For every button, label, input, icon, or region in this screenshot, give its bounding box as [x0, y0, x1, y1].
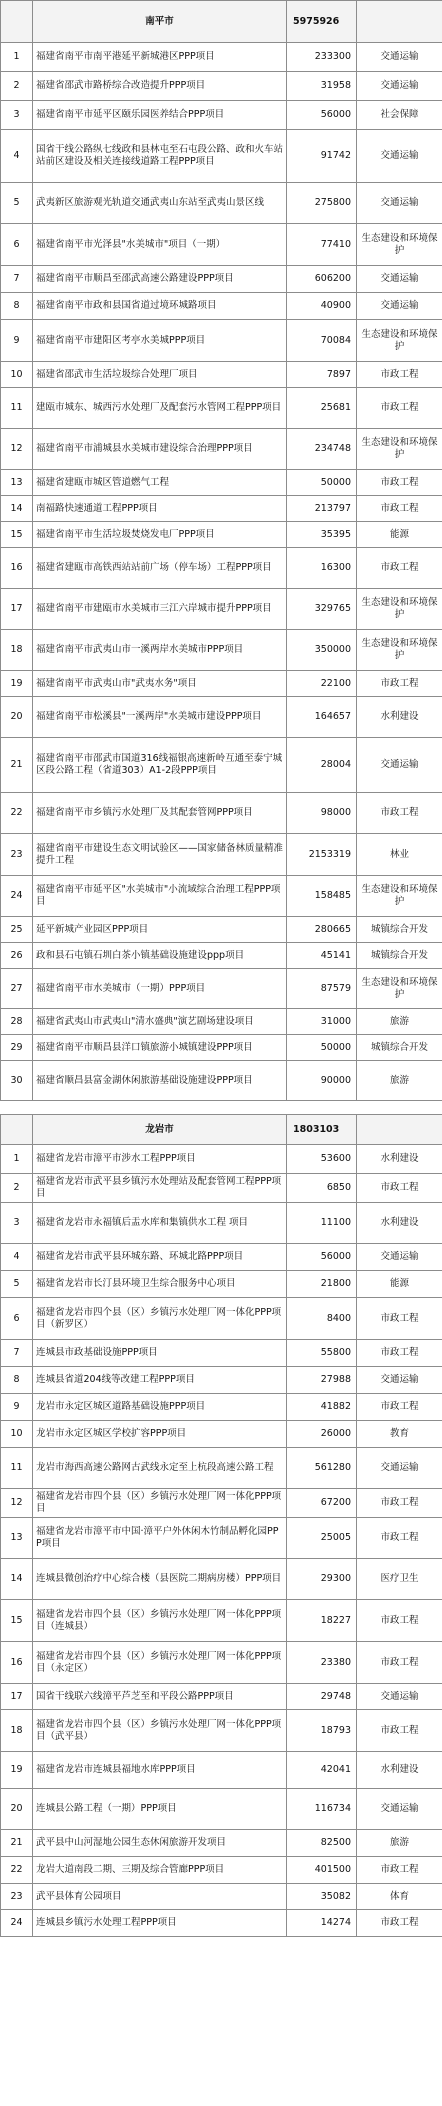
row-number: 6: [1, 224, 33, 266]
project-amount: 56000: [287, 101, 357, 130]
project-name: 福建省南平市武夷山市一溪两岸水美城市PPP项目: [33, 630, 287, 671]
project-category: 市政工程: [357, 1600, 442, 1642]
project-category: 生态建设和环境保护: [357, 589, 442, 630]
row-number: 2: [1, 1174, 33, 1203]
project-name: 福建省南平市延平区"水美城市"小流域综合治理工程PPP项目: [33, 876, 287, 917]
table-row: [1, 43, 442, 72]
project-amount: 158485: [287, 876, 357, 917]
project-amount: 29300: [287, 1559, 357, 1600]
project-name: 福建省龙岩市四个县（区）乡镇污水处理厂网一体化PPP项目（新罗区）: [33, 1298, 287, 1340]
project-name: 福建省龙岩市漳平市中国·漳平户外休闲木竹制品孵化园PPP项目: [33, 1518, 287, 1559]
table-row: [1, 1489, 442, 1518]
row-number: 16: [1, 1642, 33, 1684]
table-row: [1, 793, 442, 834]
project-category: 交通运输: [357, 293, 442, 320]
project-category: 生态建设和环境保护: [357, 429, 442, 470]
project-name: 福建省南平市乡镇污水处理厂及其配套管网PPP项目: [33, 793, 287, 834]
project-category: 体育: [357, 1884, 442, 1910]
project-category: 市政工程: [357, 1394, 442, 1421]
table-row: [1, 1884, 442, 1910]
project-amount: 42041: [287, 1752, 357, 1789]
row-number: 14: [1, 496, 33, 522]
project-category: 交通运输: [357, 72, 442, 101]
project-amount: 606200: [287, 266, 357, 293]
table-row: [1, 1061, 442, 1101]
project-name: 连城县省道204线等改建工程PPP项目: [33, 1367, 287, 1394]
table-row: [1, 496, 442, 522]
project-amount: 26000: [287, 1421, 357, 1448]
table-row: [1, 1298, 442, 1340]
project-category: 能源: [357, 1271, 442, 1298]
project-name: 延平新城产业园区PPP项目: [33, 917, 287, 943]
section-gap: [1, 1101, 442, 1115]
row-number: 21: [1, 738, 33, 793]
project-name: 福建省龙岩市武平县乡镇污水处理站及配套管网工程PPP项目: [33, 1174, 287, 1203]
project-category: 交通运输: [357, 130, 442, 183]
table-row: [1, 72, 442, 101]
table-row: [1, 1518, 442, 1559]
table-row: [1, 224, 442, 266]
row-number: 14: [1, 1559, 33, 1600]
table-row: [1, 1367, 442, 1394]
project-category: 水利建设: [357, 1752, 442, 1789]
row-number: 5: [1, 1271, 33, 1298]
project-category: 交通运输: [357, 1448, 442, 1489]
project-category: 市政工程: [357, 1857, 442, 1884]
project-name: 连城县微创治疗中心综合楼（县医院二期病房楼）PPP项目: [33, 1559, 287, 1600]
table-row: [1, 1244, 442, 1271]
project-name: 福建省南平市南平港延平新城港区PPP项目: [33, 43, 287, 72]
table-row: [1, 1710, 442, 1752]
project-name: 福建省南平市顺昌县洋口镇旅游小城镇建设PPP项目: [33, 1035, 287, 1061]
table-body: [1, 1, 442, 1937]
row-number: 9: [1, 320, 33, 362]
project-name: 福建省龙岩市长汀县环境卫生综合服务中心项目: [33, 1271, 287, 1298]
project-name: 福建省南平市生活垃圾焚烧发电厂PPP项目: [33, 522, 287, 548]
project-category: 交通运输: [357, 183, 442, 224]
project-amount: 35395: [287, 522, 357, 548]
project-amount: 22100: [287, 671, 357, 697]
table-row: [1, 834, 442, 876]
project-amount: 31958: [287, 72, 357, 101]
table-row: [1, 1448, 442, 1489]
region-header-blank: [1, 1115, 33, 1145]
table-row: [1, 738, 442, 793]
table-row: [1, 1394, 442, 1421]
project-amount: 70084: [287, 320, 357, 362]
project-category: 社会保障: [357, 101, 442, 130]
project-category: 市政工程: [357, 1340, 442, 1367]
table-row: [1, 470, 442, 496]
table-row: [1, 1035, 442, 1061]
project-category: 生态建设和环境保护: [357, 969, 442, 1009]
project-amount: 25005: [287, 1518, 357, 1559]
row-number: 24: [1, 1910, 33, 1937]
region-total: 1803103: [287, 1115, 357, 1145]
project-name: 政和县石屯镇石圳白茶小镇基础设施建设ppp项目: [33, 943, 287, 969]
table-row: [1, 130, 442, 183]
project-amount: 11100: [287, 1203, 357, 1244]
row-number: 22: [1, 793, 33, 834]
project-amount: 6850: [287, 1174, 357, 1203]
project-category: 能源: [357, 522, 442, 548]
row-number: 19: [1, 1752, 33, 1789]
project-category: 市政工程: [357, 496, 442, 522]
row-number: 12: [1, 429, 33, 470]
project-category: 市政工程: [357, 388, 442, 429]
project-category: 市政工程: [357, 362, 442, 388]
project-name: 武平县中山河湿地公园生态休闲旅游开发项目: [33, 1830, 287, 1857]
project-name: 连城县市政基础设施PPP项目: [33, 1340, 287, 1367]
project-category: 市政工程: [357, 1298, 442, 1340]
project-category: 生态建设和环境保护: [357, 876, 442, 917]
project-name: 龙岩市永定区城区学校扩容PPP项目: [33, 1421, 287, 1448]
project-category: 市政工程: [357, 793, 442, 834]
project-name: 福建省建瓯市城区管道燃气工程: [33, 470, 287, 496]
row-number: 4: [1, 1244, 33, 1271]
project-category: 交通运输: [357, 738, 442, 793]
project-amount: 561280: [287, 1448, 357, 1489]
row-number: 17: [1, 1684, 33, 1710]
project-category: 城镇综合开发: [357, 1035, 442, 1061]
project-category: 城镇综合开发: [357, 943, 442, 969]
region-name: 龙岩市: [33, 1115, 287, 1145]
table-row: [1, 183, 442, 224]
row-number: 18: [1, 1710, 33, 1752]
project-category: 旅游: [357, 1009, 442, 1035]
table-row: [1, 429, 442, 470]
project-category: 水利建设: [357, 1203, 442, 1244]
region-name: 南平市: [33, 1, 287, 43]
region-header-row: [1, 1, 442, 43]
project-amount: 77410: [287, 224, 357, 266]
project-name: 连城县乡镇污水处理工程PPP项目: [33, 1910, 287, 1937]
region-header-row: [1, 1115, 442, 1145]
table-row: [1, 1910, 442, 1937]
table-row: [1, 1830, 442, 1857]
project-amount: 31000: [287, 1009, 357, 1035]
table-row: [1, 1203, 442, 1244]
project-name: 福建省南平市顺昌至邵武高速公路建设PPP项目: [33, 266, 287, 293]
project-category: 交通运输: [357, 266, 442, 293]
project-amount: 164657: [287, 697, 357, 738]
project-amount: 91742: [287, 130, 357, 183]
project-category: 生态建设和环境保护: [357, 320, 442, 362]
project-name: 福建省邵武市生活垃圾综合处理厂项目: [33, 362, 287, 388]
table-row: [1, 101, 442, 130]
table-row: [1, 362, 442, 388]
project-name: 福建省南平市建阳区考亭水美城PPP项目: [33, 320, 287, 362]
project-amount: 53600: [287, 1145, 357, 1174]
project-amount: 14274: [287, 1910, 357, 1937]
project-amount: 50000: [287, 1035, 357, 1061]
project-amount: 28004: [287, 738, 357, 793]
project-category: 医疗卫生: [357, 1559, 442, 1600]
region-header-blank: [357, 1115, 442, 1145]
project-name: 福建省建瓯市高铁西站站前广场（停车场）工程PPP项目: [33, 548, 287, 589]
project-amount: 2153319: [287, 834, 357, 876]
row-number: 11: [1, 1448, 33, 1489]
row-number: 19: [1, 671, 33, 697]
project-name: 国省干线联六线漳平芦芝至和平段公路PPP项目: [33, 1684, 287, 1710]
table-row: [1, 697, 442, 738]
project-category: 交通运输: [357, 1789, 442, 1830]
row-number: 4: [1, 130, 33, 183]
row-number: 12: [1, 1489, 33, 1518]
region-total: 5975926: [287, 1, 357, 43]
project-name: 福建省南平市浦城县水美城市建设综合治理PPP项目: [33, 429, 287, 470]
project-amount: 275800: [287, 183, 357, 224]
project-category: 林业: [357, 834, 442, 876]
project-amount: 40900: [287, 293, 357, 320]
project-amount: 350000: [287, 630, 357, 671]
row-number: 27: [1, 969, 33, 1009]
table-row: [1, 1789, 442, 1830]
row-number: 3: [1, 1203, 33, 1244]
row-number: 17: [1, 589, 33, 630]
row-number: 20: [1, 1789, 33, 1830]
project-amount: 18227: [287, 1600, 357, 1642]
region-header-blank: [357, 1, 442, 43]
row-number: 21: [1, 1830, 33, 1857]
project-amount: 7897: [287, 362, 357, 388]
row-number: 28: [1, 1009, 33, 1035]
project-name: 福建省南平市建设生态文明试验区——国家储备林质量精准提升工程: [33, 834, 287, 876]
table-row: [1, 1145, 442, 1174]
row-number: 23: [1, 834, 33, 876]
project-amount: 50000: [287, 470, 357, 496]
project-amount: 41882: [287, 1394, 357, 1421]
project-name: 福建省南平市武夷山市"武夷水务"项目: [33, 671, 287, 697]
row-number: 7: [1, 266, 33, 293]
project-amount: 67200: [287, 1489, 357, 1518]
project-amount: 35082: [287, 1884, 357, 1910]
row-number: 1: [1, 43, 33, 72]
table-row: [1, 388, 442, 429]
row-number: 18: [1, 630, 33, 671]
table-row: [1, 943, 442, 969]
project-name: 建瓯市城东、城西污水处理厂及配套污水管网工程PPP项目: [33, 388, 287, 429]
project-category: 市政工程: [357, 470, 442, 496]
row-number: 6: [1, 1298, 33, 1340]
table-row: [1, 876, 442, 917]
row-number: 30: [1, 1061, 33, 1101]
project-amount: 234748: [287, 429, 357, 470]
project-name: 武夷新区旅游观光轨道交通武夷山东站至武夷山景区线: [33, 183, 287, 224]
region-header-blank: [1, 1, 33, 43]
project-name: 福建省顺昌县富金湖休闲旅游基础设施建设PPP项目: [33, 1061, 287, 1101]
row-number: 10: [1, 362, 33, 388]
project-name: 福建省龙岩市武平县环城东路、环城北路PPP项目: [33, 1244, 287, 1271]
table-row: [1, 320, 442, 362]
project-amount: 45141: [287, 943, 357, 969]
table-row: [1, 1421, 442, 1448]
project-name: 龙岩市永定区城区道路基础设施PPP项目: [33, 1394, 287, 1421]
row-number: 25: [1, 917, 33, 943]
row-number: 20: [1, 697, 33, 738]
row-number: 29: [1, 1035, 33, 1061]
row-number: 22: [1, 1857, 33, 1884]
project-category: 市政工程: [357, 1710, 442, 1752]
project-amount: 213797: [287, 496, 357, 522]
row-number: 9: [1, 1394, 33, 1421]
project-amount: 23380: [287, 1642, 357, 1684]
project-category: 生态建设和环境保护: [357, 224, 442, 266]
table-row: [1, 1174, 442, 1203]
project-category: 交通运输: [357, 1367, 442, 1394]
table-row: [1, 522, 442, 548]
project-amount: 25681: [287, 388, 357, 429]
project-name: 福建省南平市松溪县"一溪两岸"水美城市建设PPP项目: [33, 697, 287, 738]
row-number: 10: [1, 1421, 33, 1448]
project-name: 福建省龙岩市连城县福地水库PPP项目: [33, 1752, 287, 1789]
project-amount: 233300: [287, 43, 357, 72]
project-category: 旅游: [357, 1830, 442, 1857]
table-row: [1, 1009, 442, 1035]
row-number: 7: [1, 1340, 33, 1367]
row-number: 13: [1, 470, 33, 496]
row-number: 1: [1, 1145, 33, 1174]
project-name: 福建省南平市邵武市国道316线福银高速新岭互通至泰宁城区段公路工程（省道303）A1-2段PPP项目: [33, 738, 287, 793]
project-category: 教育: [357, 1421, 442, 1448]
table-row: [1, 1559, 442, 1600]
project-category: 交通运输: [357, 1244, 442, 1271]
project-name: 连城县公路工程（一期）PPP项目: [33, 1789, 287, 1830]
project-category: 交通运输: [357, 43, 442, 72]
project-name: 福建省南平市延平区颐乐园医养结合PPP项目: [33, 101, 287, 130]
row-number: 8: [1, 1367, 33, 1394]
row-number: 11: [1, 388, 33, 429]
project-amount: 27988: [287, 1367, 357, 1394]
project-name: 武平县体育公园项目: [33, 1884, 287, 1910]
table-row: [1, 969, 442, 1009]
project-category: 市政工程: [357, 671, 442, 697]
project-category: 市政工程: [357, 1518, 442, 1559]
row-number: 23: [1, 1884, 33, 1910]
project-amount: 8400: [287, 1298, 357, 1340]
project-category: 市政工程: [357, 1642, 442, 1684]
row-number: 13: [1, 1518, 33, 1559]
project-category: 市政工程: [357, 1174, 442, 1203]
table-row: [1, 1752, 442, 1789]
project-name: 福建省龙岩市四个县（区）乡镇污水处理厂网一体化PPP项目（永定区）: [33, 1642, 287, 1684]
row-number: 24: [1, 876, 33, 917]
row-number: 16: [1, 548, 33, 589]
row-number: 2: [1, 72, 33, 101]
table-row: [1, 917, 442, 943]
project-name: 福建省南平市光泽县"水美城市"项目（一期）: [33, 224, 287, 266]
project-amount: 21800: [287, 1271, 357, 1298]
project-category: 城镇综合开发: [357, 917, 442, 943]
project-name: 福建省邵武市路桥综合改造提升PPP项目: [33, 72, 287, 101]
project-name: 福建省南平市政和县国省道过境环城路项目: [33, 293, 287, 320]
project-name: 福建省龙岩市四个县（区）乡镇污水处理厂网一体化PPP项目（连城县）: [33, 1600, 287, 1642]
project-category: 旅游: [357, 1061, 442, 1101]
row-number: 15: [1, 1600, 33, 1642]
table-row: [1, 1600, 442, 1642]
project-category: 市政工程: [357, 1489, 442, 1518]
project-amount: 98000: [287, 793, 357, 834]
table-row: [1, 1271, 442, 1298]
project-name: 福建省龙岩市永福镇后盂水库和集镇供水工程 项目: [33, 1203, 287, 1244]
project-name: 福建省龙岩市四个县（区）乡镇污水处理厂网一体化PPP项目（武平县）: [33, 1710, 287, 1752]
table-row: [1, 1857, 442, 1884]
project-amount: 401500: [287, 1857, 357, 1884]
gap-cell: [1, 1101, 442, 1115]
table-row: [1, 589, 442, 630]
project-amount: 16300: [287, 548, 357, 589]
row-number: 26: [1, 943, 33, 969]
project-amount: 280665: [287, 917, 357, 943]
project-name: 福建省龙岩市四个县（区）乡镇污水处理厂网一体化PPP项目: [33, 1489, 287, 1518]
project-name: 龙岩市海西高速公路网古武线永定至上杭段高速公路工程: [33, 1448, 287, 1489]
project-name: 福建省武夷山市武夷山"清水盛典"演艺剧场建设项目: [33, 1009, 287, 1035]
table-row: [1, 1642, 442, 1684]
table-row: [1, 671, 442, 697]
row-number: 3: [1, 101, 33, 130]
project-name: 福建省南平市水美城市（一期）PPP项目: [33, 969, 287, 1009]
table-row: [1, 293, 442, 320]
project-category: 市政工程: [357, 1910, 442, 1937]
table-row: [1, 630, 442, 671]
project-amount: 87579: [287, 969, 357, 1009]
table-row: [1, 266, 442, 293]
row-number: 5: [1, 183, 33, 224]
project-category: 水利建设: [357, 1145, 442, 1174]
project-category: 水利建设: [357, 697, 442, 738]
project-name: 龙岩大道南段二期、三期及综合管廊PPP项目: [33, 1857, 287, 1884]
project-category: 交通运输: [357, 1684, 442, 1710]
table-row: [1, 1340, 442, 1367]
project-category: 生态建设和环境保护: [357, 630, 442, 671]
table-row: [1, 548, 442, 589]
project-amount: 29748: [287, 1684, 357, 1710]
table-row: [1, 1684, 442, 1710]
project-category: 市政工程: [357, 548, 442, 589]
project-amount: 55800: [287, 1340, 357, 1367]
project-amount: 56000: [287, 1244, 357, 1271]
project-amount: 329765: [287, 589, 357, 630]
row-number: 15: [1, 522, 33, 548]
row-number: 8: [1, 293, 33, 320]
project-amount: 82500: [287, 1830, 357, 1857]
project-amount: 116734: [287, 1789, 357, 1830]
project-amount: 90000: [287, 1061, 357, 1101]
project-name: 福建省龙岩市漳平市涉水工程PPP项目: [33, 1145, 287, 1174]
project-name: 南福路快速通道工程PPP项目: [33, 496, 287, 522]
project-amount: 18793: [287, 1710, 357, 1752]
project-name: 国省干线公路纵七线政和县林屯至石屯段公路、政和火车站站前区建设及相关连接线道路工程PPP项目: [33, 130, 287, 183]
project-name: 福建省南平市建瓯市水美城市三江六岸城市提升PPP项目: [33, 589, 287, 630]
